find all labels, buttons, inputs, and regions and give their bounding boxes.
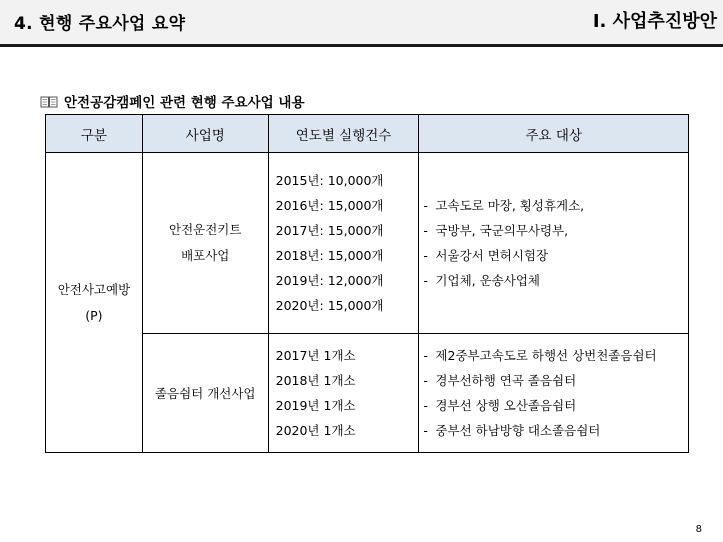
business-name-cell (142, 334, 268, 453)
page-header (0, 0, 723, 44)
table-row (46, 153, 689, 334)
target-item: - 경부선 상행 오산졸음쉼터 (423, 398, 577, 413)
section-title: 4. 현행 주요사업 요약 (14, 14, 186, 34)
targets-cell (419, 153, 689, 334)
header-main-targets: 주요 대상 (419, 115, 689, 153)
target-item: - 국방부, 국군의무사령부, (423, 223, 569, 238)
year-count: 2020년: 15,000개 (275, 298, 384, 313)
page-number: 8 (695, 524, 702, 535)
year-count: 2019년: 12,000개 (275, 273, 384, 288)
year-count: 2018년: 15,000개 (275, 248, 384, 263)
header-divider (0, 44, 723, 47)
business-name-line: 배포사업 (181, 248, 230, 263)
target-item: - 경부선하행 연곡 졸음쉼터 (423, 373, 577, 388)
business-summary-table (45, 114, 689, 453)
year-count: 2020년 1개소 (275, 423, 356, 438)
table-header-row (46, 115, 689, 153)
target-item: - 제2중부고속도로 하행선 상번천졸음쉼터 (423, 348, 657, 363)
year-count: 2017년 1개소 (275, 348, 356, 363)
caption-text: 안전공감캠페인 관련 현행 주요사업 내용 (64, 95, 305, 111)
year-count: 2018년 1개소 (275, 373, 356, 388)
table-caption (40, 91, 305, 111)
book-icon (40, 95, 58, 108)
business-name-line: 안전운전키트 (169, 222, 242, 237)
year-count: 2015년: 10,000개 (275, 173, 384, 188)
target-item: - 중부선 하남방향 대소졸음쉼터 (423, 423, 601, 438)
year-count: 2016년: 15,000개 (275, 198, 384, 213)
yearly-count-cell (268, 153, 419, 334)
header-category: 구분 (46, 115, 143, 153)
targets-cell (419, 334, 689, 453)
target-item: - 서울강서 면허시험장 (423, 248, 549, 263)
year-count: 2017년: 15,000개 (275, 223, 384, 238)
header-yearly-count: 연도별 실행건수 (268, 115, 419, 153)
header-business-name: 사업명 (142, 115, 268, 153)
chapter-title: I. 사업추진방안 (592, 11, 717, 32)
category-cell (46, 153, 143, 453)
business-name-line: 졸음쉼터 개선사업 (154, 386, 256, 401)
table-row (46, 334, 689, 453)
target-item: - 고속도로 마장, 횡성휴게소, (423, 198, 585, 213)
yearly-count-cell (268, 334, 419, 453)
category-label: 안전사고예방 (57, 281, 131, 297)
year-count: 2019년 1개소 (275, 398, 356, 413)
target-item: - 기업체, 운송사업체 (423, 273, 540, 288)
category-code: (P) (85, 307, 103, 323)
business-name-cell (142, 153, 268, 334)
